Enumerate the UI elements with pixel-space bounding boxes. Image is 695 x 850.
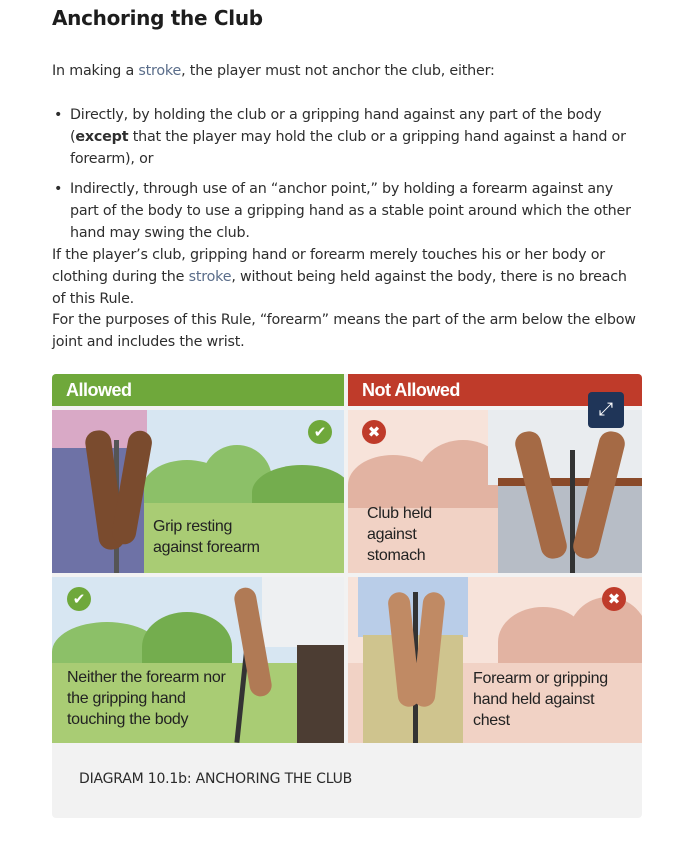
bullet-text: Directly, by holding the club or a gripping hand against any part of the body ( xyxy=(70,107,602,145)
check-icon: ✔ xyxy=(67,587,91,611)
forearm-paragraph: For the purposes of this Rule, “forearm” means the part of the arm below the elbow joint and includes the wrist. xyxy=(52,312,636,350)
panel-caption: Club held against stomach xyxy=(367,505,432,564)
golfer-shirt xyxy=(262,577,344,647)
intro-paragraph xyxy=(52,60,642,82)
list-item xyxy=(52,104,642,170)
allowed-header: Allowed xyxy=(52,374,344,406)
stroke-link[interactable]: stroke xyxy=(138,63,182,79)
para-text: If the player’s club, gripping hand or forearm merely touches his or her body or clothing during the xyxy=(52,247,605,285)
bullet-text-end: that the player may hold the club or a gripping hand against a hand or forearm), or xyxy=(70,129,626,167)
golf-club xyxy=(570,450,575,573)
para-text-end: , without being held against the body, there is no breach of this Rule. xyxy=(52,269,627,307)
check-icon: ✔ xyxy=(308,420,332,444)
stroke-link[interactable]: stroke xyxy=(188,269,232,285)
expand-image-button[interactable]: ⤢ xyxy=(588,392,624,428)
panel-not-touching xyxy=(52,577,344,743)
diagram-caption: DIAGRAM 10.1b: ANCHORING THE CLUB xyxy=(79,771,353,787)
panel-club-stomach xyxy=(348,410,642,573)
list-item: • Indirectly, through use of an “anchor point,” by holding a forearm against any part of the body to use a gripping hand as a stable point around which the other hand may swing the club. xyxy=(52,178,642,244)
diagram-figure xyxy=(52,374,642,818)
anchoring-list xyxy=(52,104,642,252)
cross-icon: ✖ xyxy=(362,420,386,444)
panel-grip-resting xyxy=(52,410,344,573)
cross-icon: ✖ xyxy=(602,587,626,611)
panel-caption: Forearm or gripping hand held against chest xyxy=(473,670,608,729)
panel-forearm-chest xyxy=(348,577,642,743)
touch-paragraph xyxy=(52,244,642,310)
intro-text: In making a xyxy=(52,63,139,79)
panel-caption: Neither the forearm nor the gripping hand touching the body xyxy=(67,669,226,728)
not-allowed-header: Not Allowed xyxy=(348,374,642,406)
golfer-pants xyxy=(297,645,344,743)
bold-except: except xyxy=(75,129,129,145)
panel-caption: Grip resting against forearm xyxy=(153,518,260,556)
intro-text-end: , the player must not anchor the club, either: xyxy=(181,63,495,79)
page-title: Anchoring the Club xyxy=(52,6,263,30)
